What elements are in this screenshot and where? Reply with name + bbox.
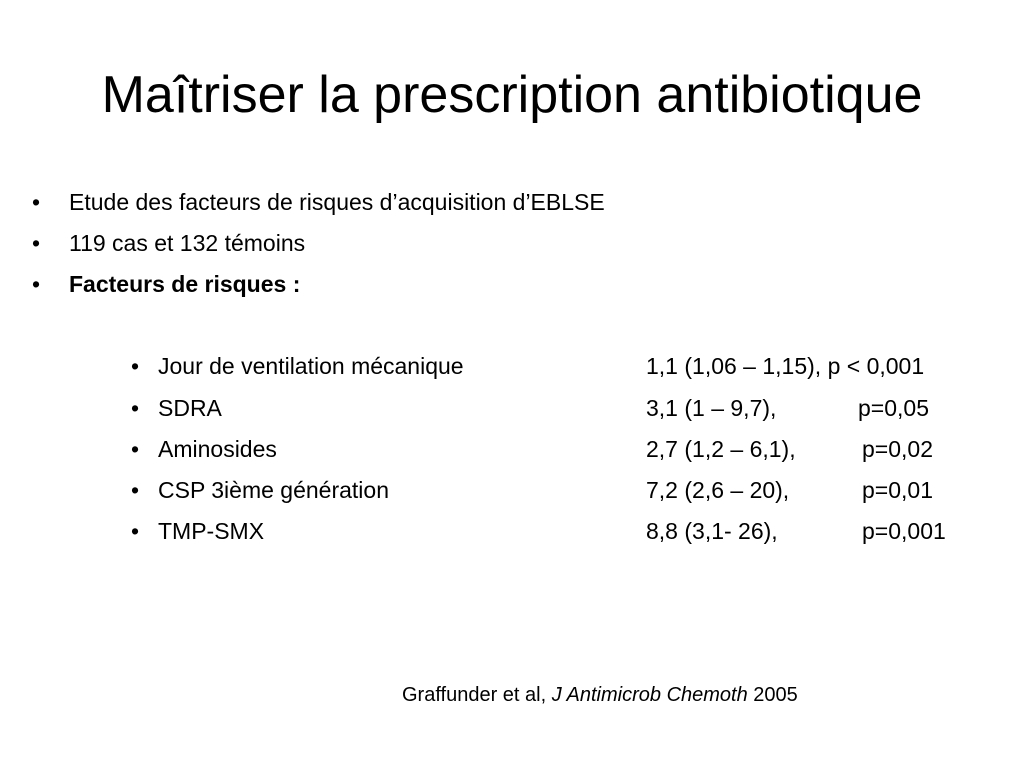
- risk-factor-label: Aminosides: [158, 436, 277, 462]
- sub-bullet-marker: •: [131, 518, 140, 544]
- p-value: p=0,05: [858, 395, 929, 421]
- sub-bullet-marker: •: [131, 395, 140, 421]
- risk-factor-label: TMP-SMX: [158, 518, 265, 544]
- odds-ratio-value: 7,2 (2,6 – 20),: [646, 477, 790, 503]
- citation: [402, 682, 798, 708]
- citation-authors: Graffunder et al,: [402, 684, 552, 706]
- risk-factor-label: CSP 3ième génération: [158, 477, 389, 503]
- citation-year: 2005: [747, 684, 798, 706]
- sub-bullet-marker: •: [131, 353, 140, 379]
- odds-ratio-value: 3,1 (1 – 9,7),: [646, 395, 777, 421]
- p-value: p=0,001: [862, 518, 946, 544]
- odds-ratio-value: 2,7 (1,2 – 6,1),: [646, 436, 796, 462]
- bullet-text: Facteurs de risques :: [69, 271, 301, 297]
- bullet-marker: •: [32, 189, 41, 215]
- citation-journal: J Antimicrob Chemoth: [551, 684, 748, 706]
- p-value: p=0,01: [862, 477, 933, 503]
- sub-bullet-marker: •: [131, 477, 140, 503]
- bullet-marker: •: [32, 271, 41, 297]
- odds-ratio-value: 8,8 (3,1- 26),: [646, 518, 778, 544]
- slide-title: Maîtriser la prescription antibiotique: [101, 66, 923, 124]
- risk-factor-label: SDRA: [158, 395, 222, 421]
- risk-factor-label: Jour de ventilation mécanique: [158, 353, 464, 379]
- sub-bullet-marker: •: [131, 436, 140, 462]
- p-value: p=0,02: [862, 436, 933, 462]
- odds-ratio-value: 1,1 (1,06 – 1,15), p < 0,001: [646, 353, 925, 379]
- bullet-marker: •: [32, 230, 41, 256]
- bullet-text: Etude des facteurs de risques d’acquisition d’EBLSE: [69, 189, 605, 215]
- bullet-text: 119 cas et 132 témoins: [69, 230, 306, 256]
